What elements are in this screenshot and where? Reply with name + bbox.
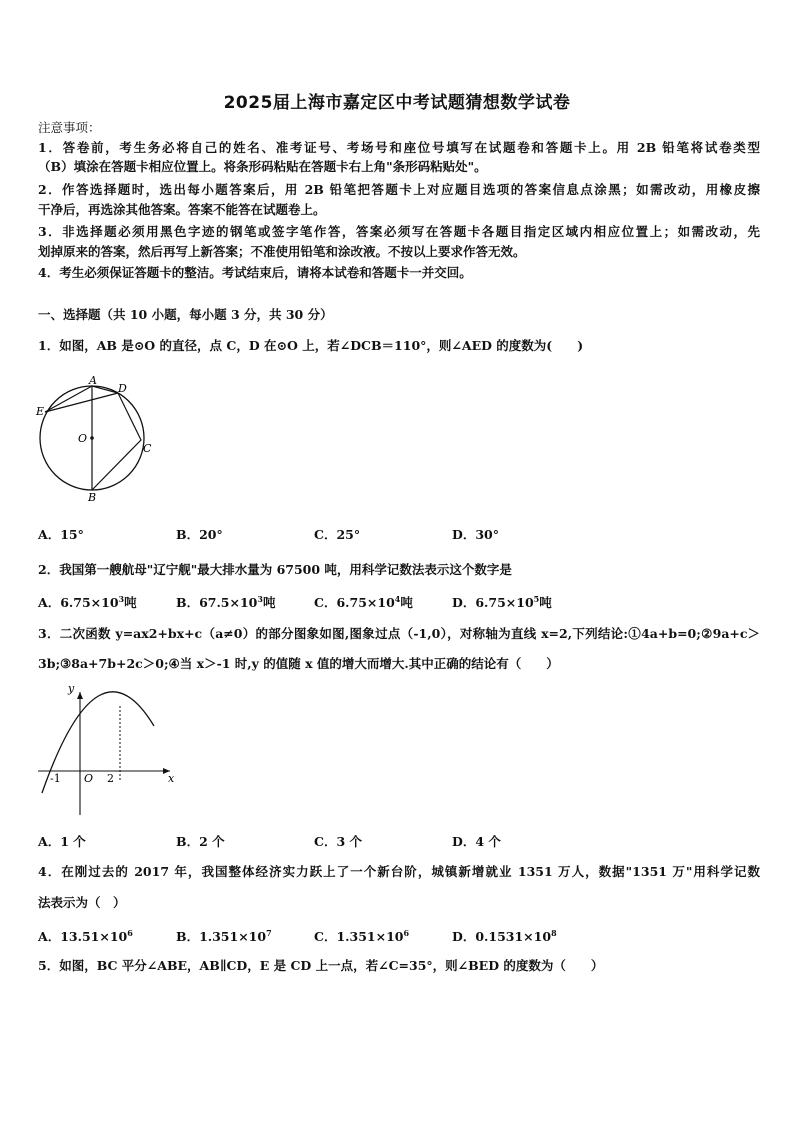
section-heading: 一、选择题（共 10 小题，每小题 3 分，共 30 分） — [38, 307, 333, 322]
notice-line-3: 2．作答选择题时，选出每小题答案后，用 2B 铅笔把答题卡上对应题目选项的答案信息点涂黑；如需改动，用橡皮擦 — [38, 182, 760, 197]
notice-line-4: 干净后，再选涂其他答案。答案不能答在试题卷上。 — [38, 202, 326, 217]
q4-option-a[interactable] — [38, 927, 133, 945]
q3-option-b[interactable]: B．2 个 — [176, 834, 225, 849]
question-3-stem-line-1: 3．二次函数 y=ax2+bx+c（a≠0）的部分图象如图,图象过点（-1,0），对称轴为直线 x=2,下列结论:①4a+b=0;②9a+c＞ — [38, 626, 760, 641]
exam-title: 2025届上海市嘉定区中考试题猜想数学试卷 — [223, 93, 571, 113]
q2-c-unit: 吨 — [400, 595, 413, 610]
q4-b-text: B．1.351×10 — [176, 929, 267, 944]
question-5-stem: 5．如图，BC 平分∠ABE，AB∥CD，E 是 CD 上一点，若∠C=35°，则∠BED 的度数为（ ） — [38, 958, 604, 973]
q4-option-c[interactable] — [314, 927, 409, 945]
q1-option-b[interactable]: B．20° — [176, 527, 223, 542]
notice-line-5: 3．非选择题必须用黑色字迹的钢笔或签字笔作答，答案必须写在答题卡各题目指定区域内相应位置上；如需改动，先 — [38, 224, 760, 239]
q2-option-b[interactable] — [176, 593, 275, 611]
notice-heading: 注意事项： — [38, 120, 101, 135]
question-4-options — [38, 927, 760, 945]
q2-option-d[interactable] — [452, 593, 552, 611]
axis-label-x: x — [168, 772, 175, 785]
q2-d-text: D．6.75×10 — [452, 595, 534, 610]
q2-a-text: A．6.75×10 — [38, 595, 119, 610]
notice-line-2: （B）填涂在答题卡相应位置上。将条形码粘贴在答题卡右上角"条形码粘贴处"。 — [38, 159, 487, 174]
q4-option-d[interactable] — [452, 927, 557, 945]
question-4-stem-line-1: 4．在刚过去的 2017 年，我国整体经济实力跃上了一个新台阶，城镇新增就业 1351 万人，数据"1351 万"用科学记数 — [38, 864, 760, 879]
q2-c-exp: 4 — [394, 593, 401, 604]
point-label-d: D — [118, 382, 127, 395]
q2-b-text: B．67.5×10 — [176, 595, 258, 610]
circle-figure — [30, 370, 170, 505]
q4-d-text: D．0.1531×10 — [452, 929, 552, 944]
tick-label-neg1: -1 — [50, 772, 61, 785]
notice-line-1: 1．答卷前，考生务必将自己的姓名、准考证号、考场号和座位号填写在试题卷和答题卡上。用 2B 铅笔将试卷类型 — [38, 140, 760, 155]
point-label-c: C — [143, 442, 152, 455]
q2-b-exp: 3 — [257, 593, 263, 604]
q4-d-exp: 8 — [551, 927, 557, 938]
notice-line-7: 4．考生必须保证答题卡的整洁。考试结束后，请将本试卷和答题卡一并交回。 — [38, 265, 472, 280]
notice-line-6: 划掉原来的答案，然后再写上新答案；不准使用铅笔和涂改液。不按以上要求作答无效。 — [38, 244, 526, 259]
origin-label: O — [84, 772, 94, 785]
q1-option-a[interactable]: A．15° — [38, 527, 84, 542]
q2-b-unit: 吨 — [262, 595, 276, 610]
point-label-b: B — [88, 491, 97, 504]
q4-a-exp: 6 — [127, 927, 133, 938]
q4-c-text: C．1.351×10 — [314, 929, 404, 944]
q3-option-a[interactable]: A．1 个 — [38, 834, 86, 849]
q4-b-exp: 7 — [266, 927, 272, 938]
q2-d-exp: 5 — [533, 593, 540, 604]
question-1-options — [38, 525, 760, 543]
point-label-o: O — [78, 432, 88, 445]
q1-option-d[interactable]: D．30° — [452, 527, 499, 542]
q3-option-d[interactable]: D．4 个 — [452, 834, 501, 849]
q2-option-a[interactable] — [38, 593, 137, 611]
q4-option-b[interactable] — [176, 927, 272, 945]
q2-option-c[interactable] — [314, 593, 413, 611]
question-1-stem: 1．如图，AB 是⊙O 的直径，点 C，D 在⊙O 上，若∠DCB＝110°，则∠AED 的度数为( ) — [38, 338, 584, 353]
q3-option-c[interactable]: C．3 个 — [314, 834, 362, 849]
point-label-a: A — [89, 374, 97, 387]
q2-d-unit: 吨 — [539, 595, 552, 610]
point-label-e: E — [36, 405, 45, 418]
q2-a-unit: 吨 — [124, 595, 137, 610]
q1-option-c[interactable]: C．25° — [314, 527, 361, 542]
axis-label-y: y — [68, 682, 75, 695]
question-4-stem-line-2: 法表示为（ ） — [38, 895, 126, 910]
tick-label-2: 2 — [107, 772, 114, 785]
q2-c-text: C．6.75×10 — [314, 595, 395, 610]
q4-a-text: A．13.51×10 — [38, 929, 128, 944]
q2-a-exp: 3 — [118, 593, 125, 604]
question-2-options — [38, 593, 760, 611]
q4-c-exp: 6 — [403, 927, 410, 938]
question-3-stem-line-2: 3b;③8a+7b+2c＞0;④当 x＞-1 时,y 的值随 x 值的增大而增大.其中正确的结论有（ ） — [38, 656, 559, 671]
question-2-stem: 2．我国第一艘航母"辽宁舰"最大排水量为 67500 吨，用科学记数法表示这个数字是 — [38, 562, 512, 577]
parabola-figure — [30, 680, 190, 820]
question-3-options — [38, 832, 760, 850]
